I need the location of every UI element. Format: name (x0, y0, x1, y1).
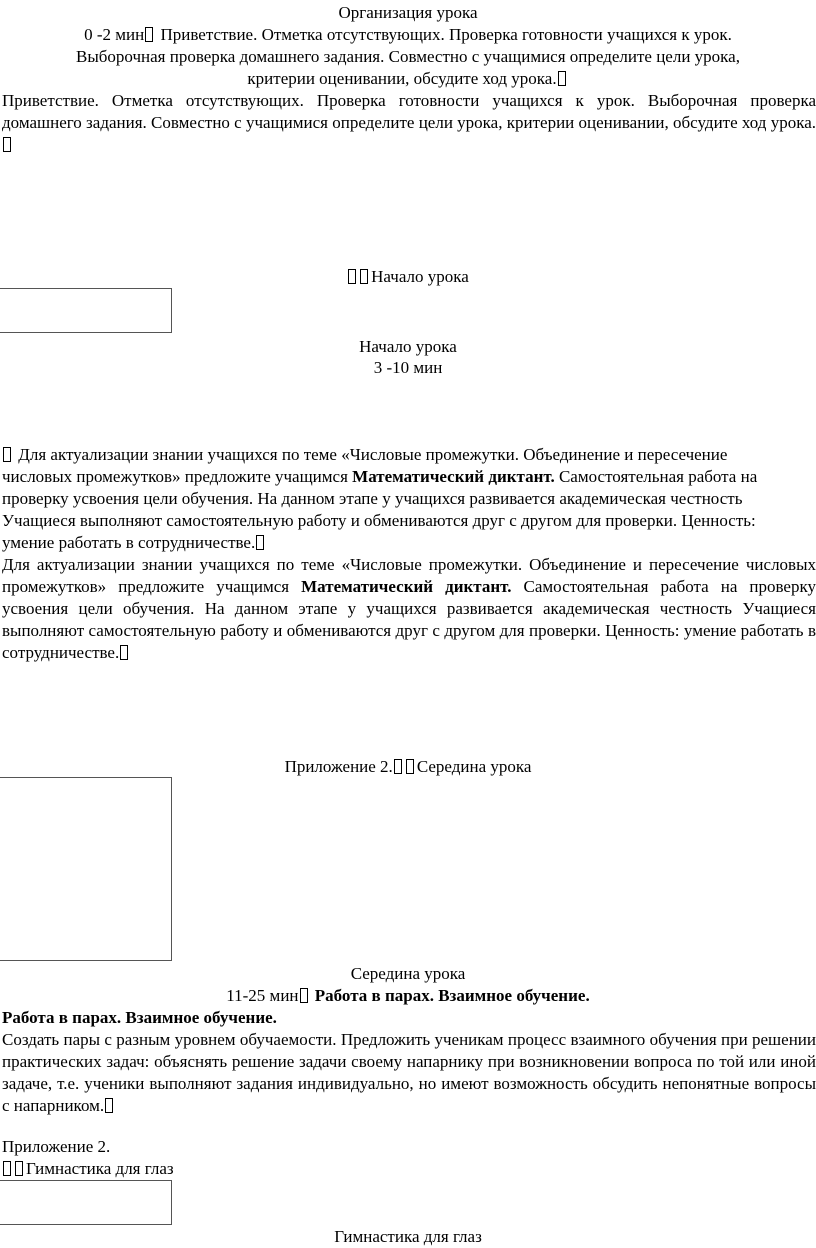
summary-text: Выборочная проверка домашнего задания. Совместно с учащимися определите цели урока, (76, 47, 740, 66)
image-placeholder (0, 777, 172, 961)
body-bold: Математический диктант. (301, 577, 512, 596)
missing-glyph-icon (3, 447, 11, 462)
summary-text: Приветствие. Отметка отсутствующих. Проверка готовности учащихся к урок. (160, 25, 732, 44)
body-text: Самостоятельная работа на проверку усвоения цели обучения. На данном этапе у учащихся развивается академическая честность Учащиеся выполняют самостоятельную работу и обмениваются друг с другом для проверки. Ценность: умение работать в сотрудничестве. (2, 577, 816, 662)
section-summary-line (0, 24, 816, 46)
missing-glyph-icon (394, 759, 402, 774)
missing-glyph-icon (256, 535, 264, 550)
body-text: Приветствие. Отметка отсутствующих. Проверка готовности учащихся к урок. Выборочная проверка домашнего задания. Совместно с учащимися определите цели урока, критерии оценивании, обсудите ход урока. (2, 91, 816, 132)
summary-bold: Работа в парах. Взаимное обучение. (314, 986, 590, 1005)
appendix-link-line[interactable] (0, 756, 816, 778)
image-placeholder (0, 288, 172, 333)
summary-text: Самостоятельная работа на проверку усвоения цели обучения. На данном этапе у учащихся развивается академическая честность Учащиеся выполняют самостоятельную работу и обмениваются друг с другом для проверки. Ценность: умение работать в сотрудничестве. (2, 467, 758, 552)
body-heading: Работа в парах. Взаимное обучение. (2, 1008, 277, 1027)
link-label: Гимнастика для глаз (26, 1159, 174, 1178)
body-text: Создать пары с разным уровнем обучаемости. Предложить ученикам процесс взаимного обучения при решении практических задач: объяснять решение задачи своему напарнику при возникновении вопроса по той или иной задаче, т.е. ученики выполняют задания индивидуально, но имеют возможность обсудить непонятные вопросы с напарником. (2, 1030, 816, 1115)
section-heading-organization: Организация урока (338, 3, 478, 22)
missing-glyph-icon (300, 988, 308, 1003)
time-range: 0 -2 мин (84, 25, 145, 44)
time-range: 3 -10 мин (373, 358, 443, 377)
link-label: Начало урока (371, 267, 469, 286)
missing-glyph-icon (406, 759, 414, 774)
missing-glyph-icon (105, 1098, 113, 1113)
body-paragraph (2, 1029, 816, 1117)
time-range: 11-25 мин (226, 986, 299, 1005)
missing-glyph-icon (348, 269, 356, 284)
section-heading-start: Начало урока (359, 337, 457, 356)
summary-text: критерии оценивании, обсудите ход урока. (247, 69, 557, 88)
section-summary (2, 444, 792, 554)
summary-text: Для актуализации знании учащихся по теме «Числовые промежутки. Объединение и пересечение числовых промежутков» предложите учащимся (2, 445, 728, 486)
appendix-label: Приложение 2. (2, 1137, 111, 1156)
appendix-label: Приложение 2. (284, 757, 393, 776)
summary-bold: Математический диктант. (352, 467, 555, 486)
image-placeholder (0, 1180, 172, 1225)
body-paragraph (2, 554, 816, 664)
section-heading-eye-gymnastics: Гимнастика для глаз (334, 1227, 482, 1246)
missing-glyph-icon (15, 1161, 23, 1176)
link-start-lesson[interactable] (0, 266, 816, 288)
missing-glyph-icon (145, 27, 153, 42)
body-paragraph (2, 90, 816, 156)
missing-glyph-icon (120, 645, 128, 660)
missing-glyph-icon (3, 1161, 11, 1176)
section-summary-line (0, 985, 816, 1007)
missing-glyph-icon (360, 269, 368, 284)
link-eye-gymnastics[interactable] (2, 1158, 174, 1180)
section-heading-middle: Середина урока (350, 964, 466, 983)
link-label: Середина урока (416, 757, 532, 776)
missing-glyph-icon (3, 137, 11, 152)
missing-glyph-icon (558, 71, 566, 86)
body-text: Для актуализации знании учащихся по теме «Числовые промежутки. Объединение и пересечение числовых промежутков» предложите учащимся (2, 555, 816, 596)
section-summary-line (0, 68, 816, 90)
